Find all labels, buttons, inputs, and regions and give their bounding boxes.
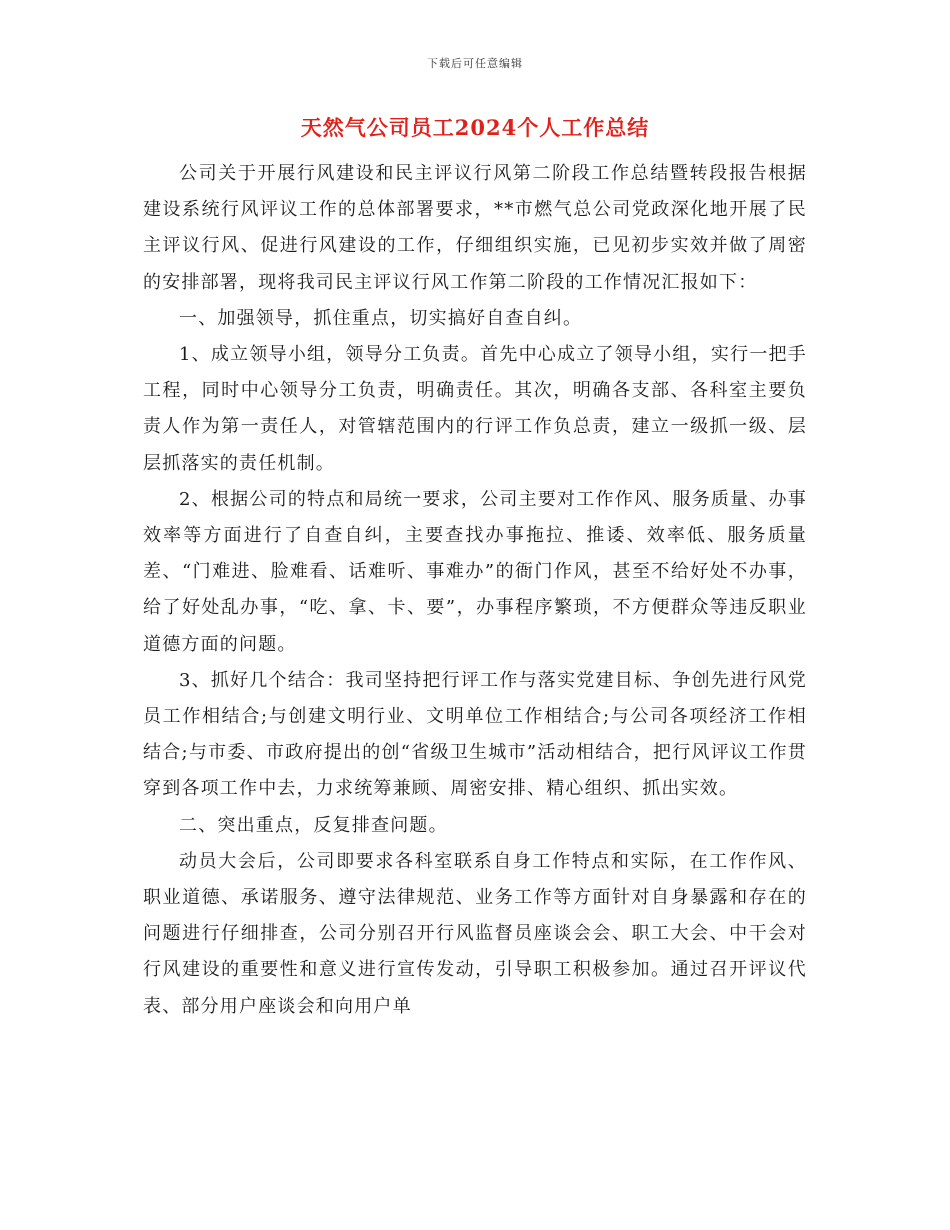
page-header-note: 下载后可任意编辑	[427, 57, 523, 70]
section-heading-2: 二、突出重点，反复排查问题。	[179, 814, 448, 836]
paragraph-item-2: 2、根据公司的特点和局统一要求，公司主要对工作作风、服务质量、办事效率等方面进行了自查自纠，主要查找办事拖拉、推诿、效率低、服务质量差、“门难进、脸难看、话难听、事难办”的衙门作风，甚至不给好处不办事，给了好处乱办事，“吃、拿、卡、要”，办事程序繁琐，不方便群众等违反职业道德方面的问题。	[143, 488, 807, 655]
paragraph-item-3: 3、抓好几个结合：我司坚持把行评工作与落实党建目标、争创先进行风党员工作相结合;与创建文明行业、文明单位工作相结合;与公司各项经济工作相结合;与市委、市政府提出的创“省级卫生城市”活动相结合，把行风评议工作贯穿到各项工作中去，力求统筹兼顾、周密安排、精心组织、抓出实效。	[143, 669, 807, 800]
paragraph-item-1: 1、成立领导小组，领导分工负责。首先中心成立了领导小组，实行一把手工程，同时中心领导分工负责，明确责任。其次，明确各支部、各科室主要负责人作为第一责任人，对管辖范围内的行评工作负总责，建立一级抓一级、层层抓落实的责任机制。	[143, 344, 807, 474]
section-heading-1: 一、加强领导，抓住重点，切实搞好自查自纠。	[179, 307, 583, 329]
paragraph-section-2: 动员大会后，公司即要求各科室联系自身工作特点和实际，在工作作风、职业道德、承诺服务、遵守法律规范、业务工作等方面针对自身暴露和存在的问题进行仔细排查，公司分别召开行风监督员座谈会会、职工大会、中干会对行风建设的重要性和意义进行宣传发动，引导职工积极参加。通过召开评议代表、部分用户座谈会和向用户单	[143, 850, 807, 1017]
paragraph-intro: 公司关于开展行风建设和民主评议行风第二阶段工作总结暨转段报告根据建设系统行风评议工作的总体部署要求，**市燃气总公司党政深化地开展了民主评议行风、促进行风建设的工作，仔细组织实施，已见初步实效并做了周密的安排部署，现将我司民主评议行风工作第二阶段的工作情况汇报如下：	[143, 163, 807, 293]
document-title: 天然气公司员工2024个人工作总结	[300, 115, 650, 140]
document-body	[143, 156, 807, 1025]
